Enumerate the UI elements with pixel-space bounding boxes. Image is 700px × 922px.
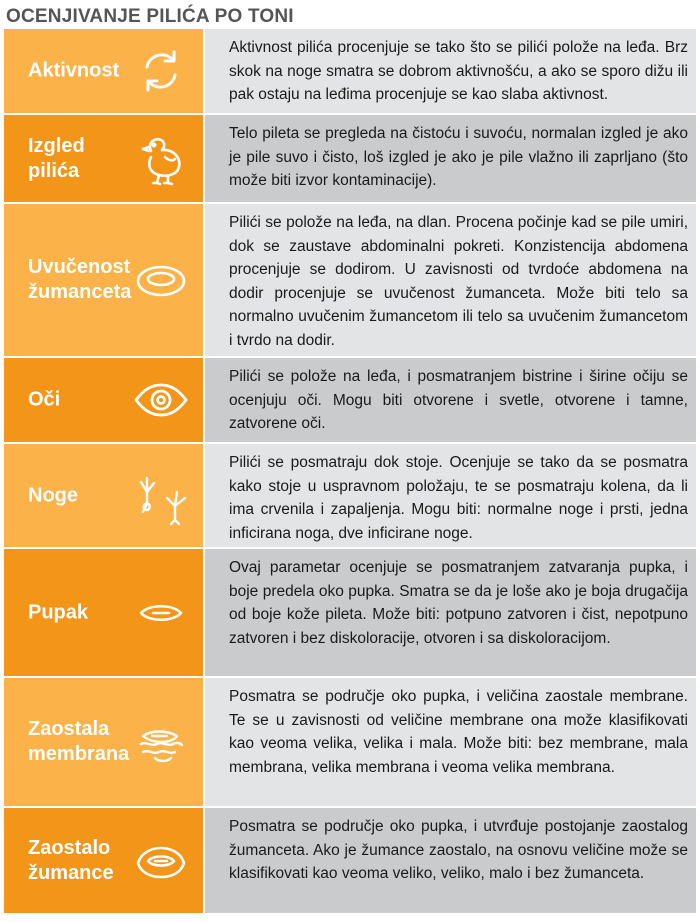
chick-feet-icon [131,464,195,528]
table-row-noge [4,444,696,549]
row-description: Pilići se polože na leđa, na dlan. Procena počinje kad se pile umiri, dok se zaustave abdominalni pokreti. Konzistencija abdomena procenjuje se dodirom. U zavisnosti od tvrdoće abdomena na dodir procenjuje se uvučenost žumanceta. Može biti telo sa normalno uvučenim žumancetom ili telo sa uvučenim žumancetom i tvrdo na dodir. [205,204,696,356]
row-label-cell [4,549,205,676]
row-label: Zaostala membrana [28,718,130,765]
table-row-aktivnost [4,29,696,115]
row-description: Aktivnost pilića procenjuje se tako što se pilići polože na leđa. Brz skok na noge smatra se dobrom aktivnošću, a ako se sporo dižu ili pak ostaju na leđima procenjuje se kao slaba aktivnost. [205,29,696,113]
yolk-sac-icon [133,252,189,308]
page-title: OCENJIVANJE PILIĆA PO TONI [6,6,294,27]
row-label: Izgled pilića [28,134,85,182]
row-label-cell [4,678,205,806]
row-description: Ovaj parametar ocenjuje se posmatranjem zatvaranja pupka, i boje predela oko pupka. Smatra se da je loše ako je boja drugačija od boje kože pileta. Može biti: potpuno zatvoren i čist, nepotpuno zatvoren i bez diskoloracije, otvoren i sa diskoloracijom. [205,549,696,676]
row-label-cell [4,204,205,356]
navel-icon [133,585,189,641]
table-row-uvucenost-zumanceta [4,204,696,358]
row-label-cell [4,444,205,547]
row-label-cell [4,29,205,113]
row-label: Uvučenost žumanceta [28,256,132,303]
table-row-zaostalo-zumance [4,808,696,915]
row-label: Aktivnost [28,59,120,82]
chick-icon [133,131,189,187]
table-row-pupak [4,549,696,678]
table-row-izgled-pilica [4,115,696,204]
residual-yolk-icon [133,833,189,889]
refresh-arrows-icon [133,43,189,99]
row-label-cell [4,358,205,442]
membrane-icon [133,714,189,770]
row-label: Zaostalo žumance [28,836,114,884]
row-description: Posmatra se područje oko pupka, i veličina zaostale membrane. Te se u zavisnosti od veličine membrane ona može klasifikovati kao veoma velika, velika i mala. Može biti: bez membrane, mala membrana, velika membrana i veoma velika membrana. [205,678,696,806]
eye-icon [133,372,189,428]
row-label: Noge [28,484,78,506]
assessment-table [4,29,696,915]
row-label-cell [4,115,205,202]
row-label: Pupak [28,601,89,623]
row-description: Telo pileta se pregleda na čistoću i suvoću, normalan izgled je ako je pile suvo i čisto, loš izgled je ako je pile vlažno ili zaprljano (što može biti izvor kontaminacije). [205,115,696,202]
row-label: Oči [28,388,61,411]
row-label-cell [4,808,205,913]
row-description: Pilići se posmatraju dok stoje. Ocenjuje se tako da se posmatra kako stoje u uspravnom položaju, te se posmatraju kolena, da li ima crvenila i zapaljenja. Mogu biti: normalne noge i prsti, jedna inficirana noga, dve inficirane noge. [205,444,696,547]
table-row-zaostala-membrana [4,678,696,808]
row-description: Pilići se polože na leđa, i posmatranjem bistrine i širine očiju se ocenjuju oči. Mogu biti otvorene i svetle, otvorene i tamne, zatvorene oči. [205,358,696,442]
table-row-oci [4,358,696,444]
row-description: Posmatra se područje oko pupka, i utvrđuje postojanje zaostalog žumanceta. Ako je žumance zaostalo, na osnovu veličine može se klasifikovati kao veoma veliko, veliko, malo i bez žumanceta. [205,808,696,913]
